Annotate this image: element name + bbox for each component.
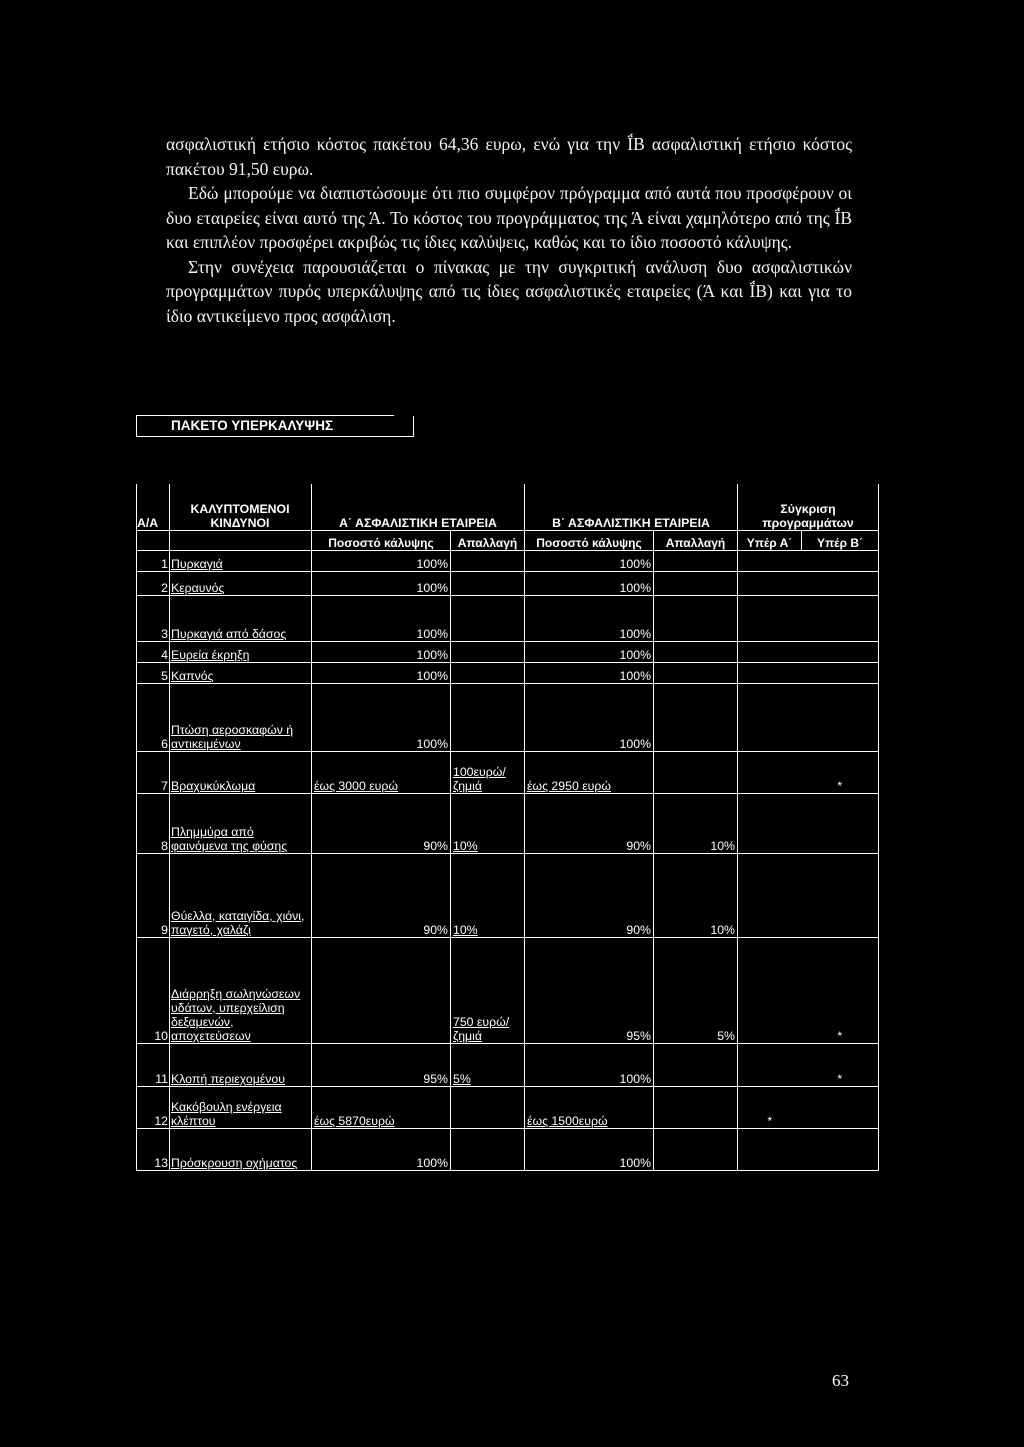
table-row xyxy=(137,683,879,751)
b-deductible xyxy=(654,683,738,751)
for-a-mark xyxy=(738,1043,802,1086)
header-risks: ΚΑΛΥΠΤΟΜΕΝΟΙ ΚΙΝΔΥΝΟΙ xyxy=(170,484,312,530)
for-a-mark xyxy=(738,937,802,1043)
row-number: 9 xyxy=(137,853,170,937)
row-number: 10 xyxy=(137,937,170,1043)
b-deductible xyxy=(654,595,738,641)
for-b-mark xyxy=(802,595,879,641)
row-number: 5 xyxy=(137,662,170,683)
table-row xyxy=(137,751,879,793)
b-coverage: 100% xyxy=(525,683,654,751)
row-number: 11 xyxy=(137,1043,170,1086)
a-coverage: 100% xyxy=(312,571,451,595)
a-coverage: 100% xyxy=(312,550,451,571)
for-b-mark xyxy=(802,641,879,662)
a-deductible: 100ευρώ/ ζημιά xyxy=(451,751,525,793)
b-coverage: έως 1500ευρώ xyxy=(525,1086,654,1128)
for-b-mark: * xyxy=(802,1043,879,1086)
for-b-mark xyxy=(802,793,879,853)
b-coverage: 100% xyxy=(525,1128,654,1170)
table-row xyxy=(137,1128,879,1170)
table-title-box xyxy=(136,416,414,437)
a-deductible xyxy=(451,683,525,751)
subheader-for-b: Υπέρ Β΄ xyxy=(802,530,879,550)
for-b-mark xyxy=(802,571,879,595)
a-deductible xyxy=(451,571,525,595)
a-coverage: 100% xyxy=(312,683,451,751)
for-b-mark xyxy=(802,1086,879,1128)
risk-name: Πρόσκρουση οχήματος xyxy=(170,1128,312,1170)
a-coverage: 100% xyxy=(312,641,451,662)
a-coverage: 100% xyxy=(312,595,451,641)
b-coverage: 100% xyxy=(525,1043,654,1086)
row-number: 1 xyxy=(137,550,170,571)
for-a-mark: * xyxy=(738,1086,802,1128)
b-coverage: έως 2950 ευρώ xyxy=(525,751,654,793)
b-deductible: 5% xyxy=(654,937,738,1043)
header-aa: Α/Α xyxy=(137,484,170,530)
a-coverage: 90% xyxy=(312,853,451,937)
risk-name: Πλημμύρα από φαινόμενα της φύσης xyxy=(170,793,312,853)
for-a-mark xyxy=(738,662,802,683)
a-coverage: έως 3000 ευρώ xyxy=(312,751,451,793)
a-coverage: 90% xyxy=(312,793,451,853)
for-a-mark xyxy=(738,853,802,937)
for-a-mark xyxy=(738,751,802,793)
for-b-mark xyxy=(802,853,879,937)
paragraph-1: ασφαλιστική ετήσιο κόστος πακέτου 64,36 ευρω, ενώ για την Ϊ́Β ασφαλιστική ετήσιο κόστος πακέτου 91,50 ευρω. xyxy=(166,134,852,179)
for-a-mark xyxy=(738,595,802,641)
for-a-mark xyxy=(738,1128,802,1170)
subheader-a-pct: Ποσοστό κάλυψης xyxy=(312,530,451,550)
b-deductible xyxy=(654,1043,738,1086)
a-deductible xyxy=(451,595,525,641)
risk-name: Πυρκαγιά xyxy=(170,550,312,571)
a-deductible xyxy=(451,550,525,571)
paragraph-3: Στην συνέχεια παρουσιάζεται ο πίνακας με την συγκριτική ανάλυση δυο ασφαλιστικών προγραμμάτων πυρός υπερκάλυψης από τις ίδιες ασφαλιστικές εταιρείες (Ά και Ϊ́Β) και για το ίδιο αντικείμενο προς ασφάλιση. xyxy=(166,256,852,326)
a-deductible: 5% xyxy=(451,1043,525,1086)
b-coverage: 100% xyxy=(525,641,654,662)
b-coverage: 90% xyxy=(525,853,654,937)
for-b-mark: * xyxy=(802,751,879,793)
for-b-mark: * xyxy=(802,937,879,1043)
risk-name: Ευρεία έκρηξη xyxy=(170,641,312,662)
risk-name: Κεραυνός xyxy=(170,571,312,595)
table-row xyxy=(137,595,879,641)
b-deductible: 10% xyxy=(654,793,738,853)
row-number: 12 xyxy=(137,1086,170,1128)
for-a-mark xyxy=(738,571,802,595)
table-row xyxy=(137,550,879,571)
b-deductible xyxy=(654,571,738,595)
a-deductible xyxy=(451,1128,525,1170)
a-deductible xyxy=(451,641,525,662)
risk-name: Κακόβουλη ενέργεια κλέπτου xyxy=(170,1086,312,1128)
risk-name: Πτώση αεροσκαφών ή αντικειμένων xyxy=(170,683,312,751)
for-b-mark xyxy=(802,1128,879,1170)
header-company-b: Β΄ ΑΣΦΑΛΙΣΤΙΚΗ ΕΤΑΙΡΕΙΑ xyxy=(525,484,738,530)
b-coverage: 100% xyxy=(525,550,654,571)
body-text xyxy=(166,132,852,328)
subheader-for-a: Υπέρ Α΄ xyxy=(738,530,802,550)
a-deductible xyxy=(451,662,525,683)
risk-name: Θύελλα, καταιγίδα, χιόνι, παγετό, χαλάζι xyxy=(170,853,312,937)
table-row xyxy=(137,1086,879,1128)
risk-name: Κλοπή περιεχομένου xyxy=(170,1043,312,1086)
subheader-empty-1 xyxy=(137,530,170,550)
for-a-mark xyxy=(738,550,802,571)
table-row xyxy=(137,1043,879,1086)
table-row xyxy=(137,937,879,1043)
b-deductible xyxy=(654,641,738,662)
a-coverage: έως 5870ευρώ xyxy=(312,1086,451,1128)
a-deductible: 10% xyxy=(451,793,525,853)
subheader-a-ded: Απαλλαγή xyxy=(451,530,525,550)
table-row xyxy=(137,662,879,683)
table-row xyxy=(137,853,879,937)
row-number: 7 xyxy=(137,751,170,793)
b-deductible xyxy=(654,1086,738,1128)
for-a-mark xyxy=(738,683,802,751)
b-deductible xyxy=(654,751,738,793)
b-coverage: 90% xyxy=(525,793,654,853)
subheader-empty-2 xyxy=(170,530,312,550)
risk-name: Καπνός xyxy=(170,662,312,683)
table-row xyxy=(137,793,879,853)
a-deductible xyxy=(451,1086,525,1128)
a-coverage: 100% xyxy=(312,1128,451,1170)
table-title: ΠΑΚΕΤΟ ΥΠΕΡΚΑΛΥΨΗΣ xyxy=(171,418,334,433)
for-b-mark xyxy=(802,550,879,571)
for-b-mark xyxy=(802,662,879,683)
subheader-b-pct: Ποσοστό κάλυψης xyxy=(525,530,654,550)
b-deductible xyxy=(654,662,738,683)
risk-name: Διάρρηξη σωληνώσεων υδάτων, υπερχείλιση δεξαμενών, αποχετεύσεων xyxy=(170,937,312,1043)
subheader-b-ded: Απαλλαγή xyxy=(654,530,738,550)
row-number: 6 xyxy=(137,683,170,751)
a-coverage xyxy=(312,937,451,1043)
for-a-mark xyxy=(738,641,802,662)
header-company-a: Α΄ ΑΣΦΑΛΙΣΤΙΚΗ ΕΤΑΙΡΕΙΑ xyxy=(312,484,525,530)
b-deductible xyxy=(654,1128,738,1170)
table-row xyxy=(137,641,879,662)
for-a-mark xyxy=(738,793,802,853)
risk-name: Βραχυκύκλωμα xyxy=(170,751,312,793)
b-coverage: 100% xyxy=(525,662,654,683)
risk-name: Πυρκαγιά από δάσος xyxy=(170,595,312,641)
paragraph-2: Εδώ μπορούμε να διαπιστώσουμε ότι πιο συμφέρον πρόγραμμα από αυτά που προσφέρουν οι δυο εταιρείες είναι αυτό της Ά. Το κόστος του προγράμματος της Ά είναι χαμηλότερο από της Ϊ́Β και επιπλέον προσφέρει ακριβώς τις ίδιες καλύψεις, καθώς και το ίδιο ποσοστό κάλυψης. xyxy=(166,183,852,252)
row-number: 13 xyxy=(137,1128,170,1170)
for-b-mark xyxy=(802,683,879,751)
row-number: 2 xyxy=(137,571,170,595)
a-deductible: 750 ευρώ/ ζημιά xyxy=(451,937,525,1043)
a-coverage: 95% xyxy=(312,1043,451,1086)
a-deductible: 10% xyxy=(451,853,525,937)
b-coverage: 95% xyxy=(525,937,654,1043)
b-deductible: 10% xyxy=(654,853,738,937)
row-number: 8 xyxy=(137,793,170,853)
row-number: 4 xyxy=(137,641,170,662)
coverage-table xyxy=(136,484,879,1171)
b-coverage: 100% xyxy=(525,571,654,595)
b-deductible xyxy=(654,550,738,571)
row-number: 3 xyxy=(137,595,170,641)
page-number: 63 xyxy=(832,1371,849,1390)
a-coverage: 100% xyxy=(312,662,451,683)
header-comparison: Σύγκριση προγραμμάτων xyxy=(738,484,879,530)
b-coverage: 100% xyxy=(525,595,654,641)
table-row xyxy=(137,571,879,595)
